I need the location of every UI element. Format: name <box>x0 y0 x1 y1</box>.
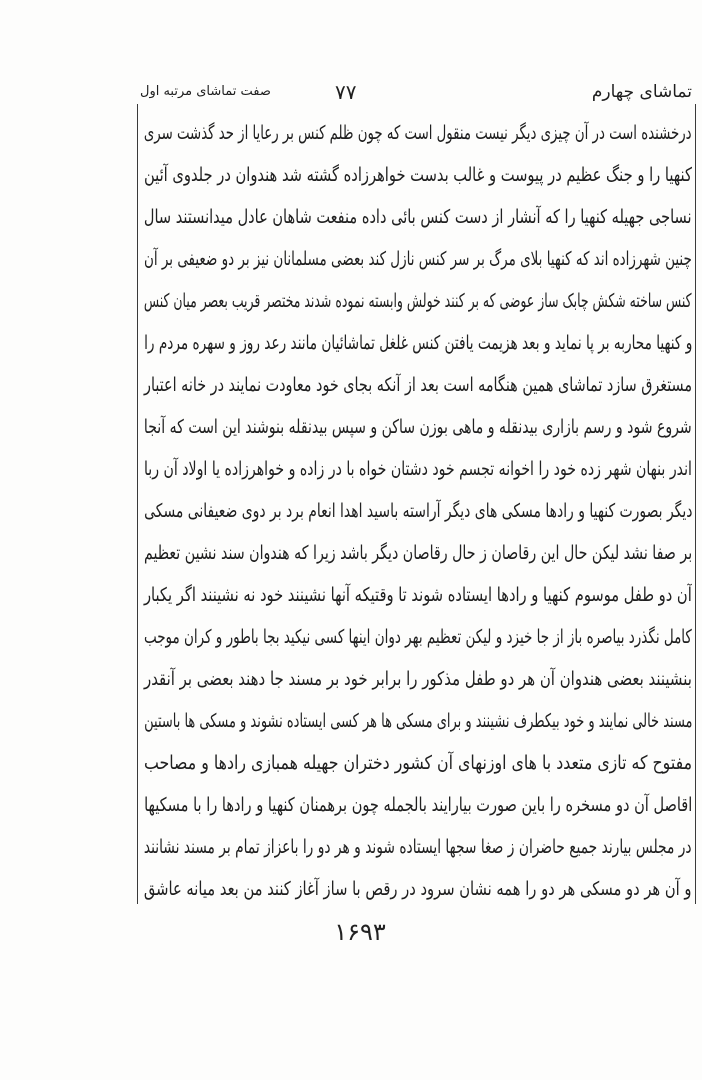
line-text: در مجلس بیارند جمیع حاضران ز صغا سجها ایستاده شوند و هر دو را باعزاز تمام بر مسند نشانند <box>144 836 692 858</box>
line-text: آن دو طفل موسوم کنهیا و رادها ایستاده شوند تا وقتیکه آنها نشینند خود نه نشینند اگر یکبار <box>144 584 692 606</box>
running-title: صفت تماشای مرتبه اول <box>140 84 271 99</box>
page-number: ۱۶۹۳ <box>334 918 386 946</box>
line-text: مستغرق سازد تماشای همین هنگامه است بعد از آنکه بجای خود معاودت نمایند در خانه اعتبار <box>143 374 692 396</box>
page-header <box>140 82 692 110</box>
manuscript-line <box>142 364 692 406</box>
line-text: کنهیا را و جنگ عظیم در پیوست و غالب بدست خواهرزاده گشته شد هندوان در جلدوی آئین <box>144 164 692 186</box>
line-text: دیگر بصورت کنهیا و رادها مسکی های دیگر آراسته باسید اهدا انعام برد بر دوی ضعیفانی مسکی <box>143 500 692 522</box>
manuscript-line <box>142 616 692 658</box>
manuscript-line <box>142 196 692 238</box>
line-text: مسند خالی نمایند و خود بیکطرف نشینند و برای مسکی ها هر کسی ایستاده نشوند و مسکی ها باستین <box>143 710 692 732</box>
line-text: بنشینند بعضی هندوان آن هر دو طفل مذکور را برابر خود بر مسند جا دهند بعضی بر آنقدر <box>144 668 692 690</box>
line-text: بر صفا نشد لیکن حال این رقاصان ز حال رقاصان دیگر باشد زیرا که هندوان سند نشین تعظیم <box>143 542 692 564</box>
manuscript-text-block <box>142 112 692 910</box>
line-text: کامل نگذرد بیاصره باز از جا خیزد و لیکن تعظیم بهر دوان اینها کسی نیکید بجا باطور و کران موجب <box>144 626 692 648</box>
manuscript-line <box>142 448 692 490</box>
manuscript-line <box>142 700 692 742</box>
line-text: چنین شهرزاده اند که کنهیا بلای مرگ بر سر کنس نازل کند بعضی مسلمانان نیز بر دو ضعیفی بر آن <box>144 248 692 270</box>
line-text: و آن هر دو مسکی هر دو را همه نشان سرود در رقص با ساز آغاز کنند من بعد میانه عاشق <box>144 878 692 900</box>
line-text: اقاصل آن دو مسخره را باین صورت بیارایند بالجمله چون برهمنان کنهیا و رادها را با مسکیها <box>143 794 692 816</box>
manuscript-line <box>142 868 692 910</box>
line-text: نساجی جهیله کنهیا را که آنشار از دست کنس بائی داده منفعت شاهان عادل میدانستند سال <box>144 206 692 228</box>
line-text: شروع شود و رسم بازاری بیدنقله و ماهی بوزن ساکن و سپس بیدنقله بنوشند این است که آنجا <box>144 416 692 438</box>
line-text: مفتوح که تازی متعدد با های اوزنهای آن کشور دختران جهیله همبازی رادها و مصاحب <box>143 752 692 774</box>
manuscript-line <box>142 112 692 154</box>
line-text: و کنهیا محاربه بر پا نماید و بعد هزیمت یافتن کنس غلغل تماشائیان مانند رعد روز و سهره مردم را <box>143 332 692 354</box>
manuscript-line <box>142 742 692 784</box>
line-text: کنس ساخته شکش چابک ساز عوضی که بر کنند خولش وابسته نموده شدند مختصر قریب بعصر میان کنس <box>144 290 692 312</box>
manuscript-line <box>142 574 692 616</box>
manuscript-line <box>142 238 692 280</box>
folio-number: ۷۷ <box>335 80 357 104</box>
right-margin-rule <box>695 104 696 904</box>
manuscript-line <box>142 784 692 826</box>
line-text: اندر بنهان شهر زده خود را اخوانه تجسم خود دشتان خواه با در زاده و خواهرزاده یا اولاد آن ربا <box>144 458 692 480</box>
chapter-heading: تماشای چهارم <box>591 82 692 102</box>
manuscript-line <box>142 490 692 532</box>
manuscript-line <box>142 280 692 322</box>
manuscript-line <box>142 154 692 196</box>
manuscript-line <box>142 406 692 448</box>
manuscript-line <box>142 658 692 700</box>
left-margin-rule <box>137 104 138 904</box>
manuscript-line <box>142 826 692 868</box>
line-text: درخشنده است در آن چیزی دیگر نیست منقول است که چون ظلم کنس بر رعایا از حد گذشت سری <box>144 122 692 144</box>
manuscript-line <box>142 322 692 364</box>
manuscript-line <box>142 532 692 574</box>
